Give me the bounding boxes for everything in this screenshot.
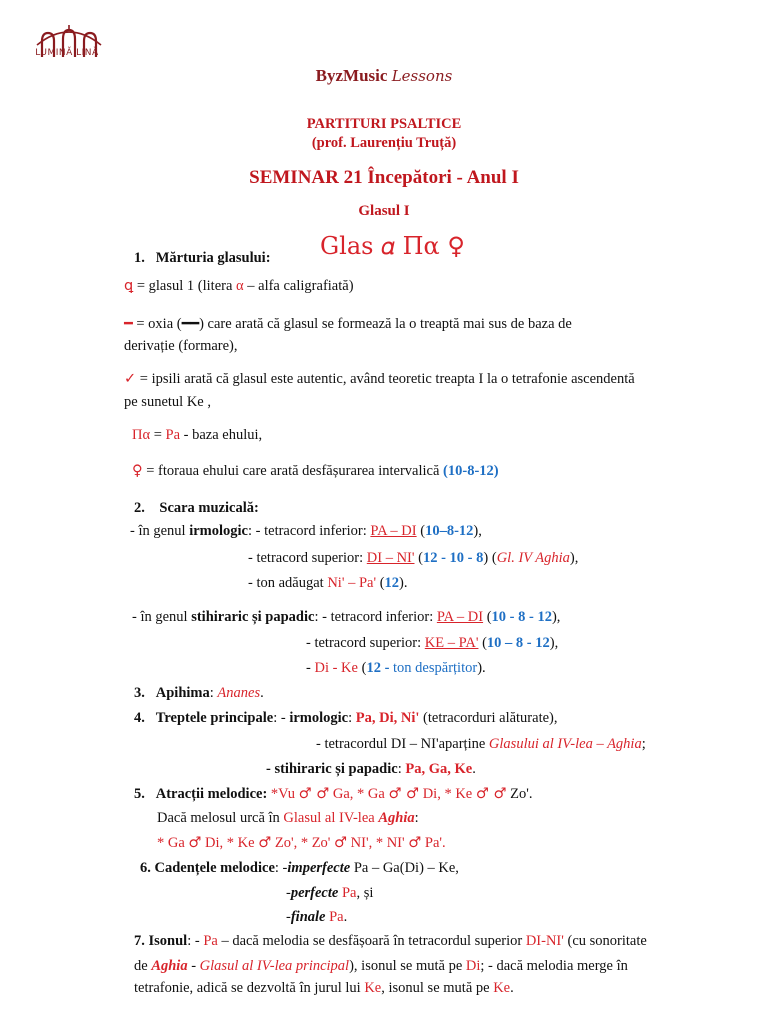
- brand-name: ByzMusic: [315, 66, 388, 85]
- attraction-icon: ♂ ♂: [475, 786, 507, 802]
- oxia-inline-icon: ━━: [181, 316, 200, 332]
- attraction-icon: ♂: [334, 835, 348, 851]
- s2-row-4: - în genul stihiraric și papadic: - tetracord inferior: PA – DI (10 - 8 - 12),: [132, 609, 561, 625]
- s1-line-2b: derivație (formare),: [124, 338, 238, 354]
- s1-line-3b: pe sunetul Ke ,: [124, 394, 211, 410]
- s4-line-2: - tetracordul DI – NI'aparține Glasului al IV-lea – Aghia;: [316, 736, 646, 752]
- s2-row-2: - tetracord superior: DI – NI' (12 - 10 - 8) (Gl. IV Aghia),: [248, 550, 579, 566]
- s1-line-4: Πα = Pa - baza ehului,: [132, 427, 263, 443]
- section-1-heading: 1. Mărturia glasului:: [134, 250, 271, 266]
- s7-line-2: de Aghia - Glasul al IV-lea principal), isonul se mută pe Di; - dacă melodia merge în: [134, 958, 628, 974]
- s2-row-6: - Di - Ke (12 - ton despărțitor).: [306, 660, 486, 676]
- seminar-title: SEMINAR 21 Începători - Anul I: [249, 167, 519, 188]
- glas-title: Glasul I: [358, 203, 410, 219]
- s5-line-3: * Ga ♂ Di, * Ke ♂ Zo', * Zo' ♂ NI', * NI' ♂ Pa'.: [157, 835, 446, 851]
- ftora-icon: ♀: [132, 463, 143, 479]
- brand-suffix: Lessons: [391, 67, 453, 85]
- s1-line-3: ✓ = ipsili arată că glasul este autentic, având teoretic treapta I la o tetrafonie ascendentă: [124, 371, 635, 387]
- section-3: 3. Apihima: Ananes.: [134, 685, 264, 701]
- s7-line-3: tetrafonie, adică se dezvoltă în jurul lui Ke, isonul se mută pe Ke.: [134, 980, 514, 996]
- section-5: 5. Atracții melodice: *Vu ♂ ♂ Ga, * Ga ♂ ♂ Di, * Ke ♂ ♂ Zo'.: [134, 786, 533, 802]
- pa-symbol: Πα: [132, 427, 151, 443]
- logo-text: LUMINĂ LINĂ: [35, 48, 99, 58]
- s1-line-5: ♀ = ftoraua ehului care arată desfășurarea intervalică (10-8-12): [132, 463, 499, 479]
- s4-line-3: - stihiraric și papadic: Pa, Ga, Ke.: [266, 761, 476, 777]
- attraction-icon: ♂ ♂: [388, 786, 420, 802]
- martyria-symbol: Glas 𝛼 Πα ♀: [320, 232, 465, 260]
- s6-line-2: -perfecte Pa, și: [286, 885, 374, 901]
- oxia-icon: ━: [124, 316, 133, 332]
- s2-row-1: - în genul irmologic: - tetracord inferior: PA – DI (10–8-12),: [130, 523, 482, 539]
- attraction-icon: ♂: [258, 835, 272, 851]
- s1-line-1: ꝗ = glasul 1 (litera α – alfa caligrafiată): [124, 278, 354, 294]
- s5-line-2: Dacă melosul urcă în Glasul al IV-lea Aghia:: [157, 810, 419, 826]
- ipsili-icon: ✓: [124, 371, 137, 387]
- s2-row-3: - ton adăugat Ni' – Pa' (12).: [248, 575, 408, 591]
- brand-title: [0, 66, 768, 86]
- document-author: (prof. Laurențiu Truță): [311, 135, 457, 151]
- section-4: 4. Treptele principale: - irmologic: Pa, Di, Ni' (tetracorduri alăturate),: [134, 710, 558, 726]
- document-title: PARTITURI PSALTICE: [306, 116, 462, 132]
- attraction-icon: ♂ ♂: [298, 786, 330, 802]
- s2-row-5: - tetracord superior: KE – PA' (10 – 8 - 12),: [306, 635, 559, 651]
- attraction-icon: ♂: [188, 835, 202, 851]
- section-2-heading: 2. Scara muzicală:: [134, 500, 259, 516]
- s1-line-2: ━ = oxia (━━) care arată că glasul se formează la o treaptă mai sus de baza de: [124, 316, 572, 332]
- attraction-icon: ♂: [408, 835, 422, 851]
- glas-letter-icon: ꝗ: [124, 278, 134, 294]
- section-6: 6. Cadențele melodice: -imperfecte Pa – Ga(Di) – Ke,: [140, 860, 459, 876]
- section-7: 7. Isonul: - Pa – dacă melodia se desfășoară în tetracordul superior DI-NI' (cu sonoritate: [134, 933, 647, 949]
- lumina-lina-logo: [34, 18, 104, 66]
- s6-line-3: -finale Pa.: [286, 909, 348, 925]
